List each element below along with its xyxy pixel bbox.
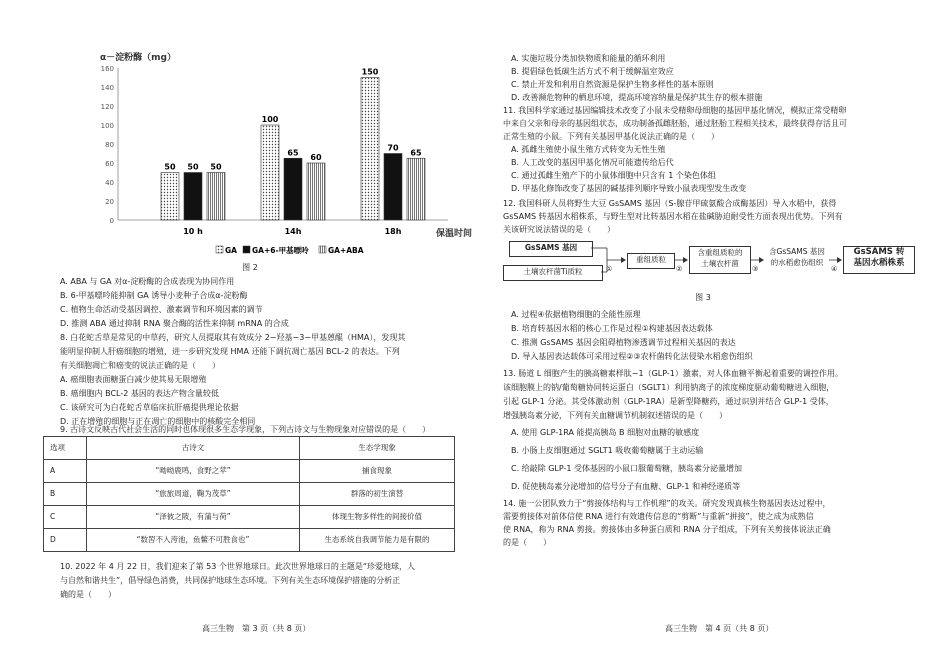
figure-3-flowchart: [503, 241, 923, 291]
bar-value-label: 60: [310, 153, 322, 162]
y-tick-label: 0: [109, 217, 114, 225]
bar-2-2: [407, 158, 425, 220]
bar-value-label: 65: [287, 148, 299, 158]
q13-line-2: 该细胞膜上的钠/葡萄糖协同转运蛋白（SGLT1）利用钠离子的浓度梯度驱动葡萄糖进入细胞，: [503, 383, 835, 392]
q14-line-4: 的是（ ）: [503, 538, 551, 547]
table-cell: “数罟不入洿池，鱼鳖不可胜食也”: [87, 529, 300, 552]
x-tick-label: 18h: [384, 227, 402, 236]
table-cell: C: [44, 506, 87, 529]
q11-option-a: A. 孤雌生殖使小鼠生殖方式转变为无性生殖: [511, 145, 666, 154]
q12-option-b: B. 培育转基因水稻的核心工作是过程①构建基因表达载体: [511, 324, 713, 333]
y-axis-label: α－淀粉酶（mg）: [100, 53, 177, 63]
bar-chart: [88, 50, 478, 260]
callus-line-1: 含GsSAMS 基因: [769, 247, 825, 256]
bar-0-1: [261, 125, 279, 220]
q10-option-c: C. 禁止开发和利用自然资源是保护生物多样性的基本原则: [511, 80, 714, 89]
table-header: 古诗文: [87, 437, 300, 460]
figure-2-caption: 图 2: [242, 263, 258, 272]
y-tick-label: 100: [100, 122, 114, 130]
legend-swatch: [319, 246, 326, 253]
chart-legend: [216, 245, 364, 255]
transgenic-line-2: 基因水稻株系: [853, 258, 905, 268]
q13-option-d: D. 促使胰岛素分泌增加的信号分子有血糖、GLP-1 和神经递质等: [511, 482, 741, 491]
q14-line-2: 需要剪接体对前体信使 RNA 进行有效遗传信息的“剪断”与重新“拼接”，使之成为成熟信: [503, 512, 814, 521]
q12-line-1: 12. 我国科研人员将野生大豆 GsSAMS 基因（S-腺苷甲硫氨酸合成酶基因）导入水稻中，获得: [503, 199, 837, 208]
table-cell: “呦呦鹿鸣，食野之苹”: [87, 460, 300, 483]
q8-line-2: 能明显抑制人肝癌细胞的增殖，进一步研究发现 HMA 还能下调抗凋亡基因 BCL-2 的表达。下列: [60, 347, 400, 356]
step-2-marker: ②: [676, 265, 683, 273]
q12-option-c: C. 推测 GsSAMS 基因会阻碍植物渗透调节过程相关基因的表达: [511, 338, 736, 347]
step-3-marker: ③: [752, 265, 759, 273]
table-row: [44, 506, 455, 529]
legend-label: GA: [225, 246, 237, 255]
agrobacterium-box: [689, 246, 751, 274]
table-row: [44, 529, 455, 552]
ti-plasmid-box: 土壤农杆菌Ti质粒: [503, 265, 603, 281]
q8-line-3: 有关细胞凋亡和癌变的说法正确的是（ ）: [60, 361, 220, 370]
bar-value-label: 50: [210, 162, 222, 172]
y-tick-label: 80: [105, 141, 114, 149]
agrobacterium-line-2: 土壤农杆菌: [701, 259, 739, 268]
q8-option-c: C. 该研究可为白花蛇舌草临床抗肝癌提供理论依据: [60, 403, 239, 412]
q14-line-3: 使 RNA，称为 RNA 剪接。剪接体由多种蛋白质和 RNA 分子组成，下列有关剪接体说法正确: [503, 525, 831, 534]
q8-option-b: B. 癌细胞内 BCL-2 基因的表达产物含量较低: [60, 389, 219, 398]
q10-option-d: D. 改善濒危物种的栖息环境，提高环境容纳量是保护其生存的根本措施: [511, 93, 763, 102]
legend-swatch: [216, 246, 223, 253]
q13-line-3: 引起 GLP-1 分泌。其受体激动剂（GLP-1RA）是新型降糖药，通过识别并结合 GLP-1 受体，: [503, 397, 834, 406]
bar-1-2: [384, 154, 402, 221]
q13-option-a: A. 使用 GLP-1RA 能提高胰岛 B 细胞对血糖的敏感度: [511, 428, 700, 437]
transgenic-rice-box: [843, 246, 915, 274]
bar-value-label: 150: [361, 67, 379, 77]
bar-value-label: 50: [164, 162, 176, 172]
y-tick-label: 60: [105, 160, 114, 168]
gssams-gene-box: GsSAMS 基因: [509, 241, 593, 257]
transgenic-line-1: GsSAMS 转: [853, 247, 905, 257]
q10-line-2: 与自然和谐共生”，倡导绿色消费，共同保护地球生态环境。下列有关生态环境保护措施的分析正: [60, 576, 401, 585]
q12-option-a: A. 过程④依据植物细胞的全能性原理: [511, 310, 641, 319]
x-tick-label: 10 h: [183, 227, 203, 236]
y-tick-label: 140: [100, 84, 114, 92]
y-tick-label: 160: [100, 65, 114, 73]
q13-line-4: 增强胰岛素分泌，下列有关血糖调节机制叙述错误的是（ ）: [503, 411, 727, 420]
q8-line-1: 8. 白花蛇舌草是常见的中草药，研究人员提取其有效成分 2−羟基−3−甲基蒽醌（HMA），发现其: [60, 333, 406, 342]
q12-option-d: D. 导入基因表达载体可采用过程②③农杆菌转化法侵染水稻愈伤组织: [511, 352, 753, 361]
legend-swatch: [243, 246, 250, 253]
q8-option-a: A. 癌细胞表面糖蛋白减少使其易无限增殖: [60, 375, 207, 384]
q9-stem: 9. 古诗文反映古代社会生活的同时也体现很多生态学现象，下列古诗文与生物现象对应错误的是（ ）: [60, 425, 431, 434]
q7-option-b: B. 6-甲基嘌呤能抑制 GA 诱导小麦种子合成α-淀粉酶: [60, 291, 248, 300]
q13-option-b: B. 小肠上皮细胞通过 SGLT1 吸收葡萄糖属于主动运输: [511, 446, 704, 455]
bar-1-0: [184, 173, 202, 221]
table-cell: “泽彼之陂，有蒲与荷”: [87, 506, 300, 529]
table-header: 生态学现象: [300, 437, 455, 460]
bar-value-label: 100: [261, 115, 279, 124]
q8-option-d: D. 正在增殖的细胞与正在凋亡的细胞中的核酸完全相同: [60, 417, 256, 426]
x-axis-label: 保温时间: [436, 229, 473, 239]
q11-option-b: B. 人工改变的基因甲基化情况可能遗传给后代: [511, 158, 674, 167]
bar-value-label: 65: [410, 148, 422, 158]
y-tick-label: 20: [105, 198, 114, 206]
callus-box: [765, 246, 829, 272]
left-page-footer: 高三生物 第 3 页（共 8 页）: [202, 624, 311, 633]
table-row: [44, 483, 455, 506]
poem-table: [43, 436, 455, 552]
bar-2-0: [207, 173, 225, 221]
table-cell: 群落的初生演替: [300, 483, 455, 506]
table-cell: B: [44, 483, 87, 506]
q13-line-1: 13. 肠道 L 细胞产生的胰高糖素样肽−1（GLP-1）激素，对人体血糖平衡起着重要的调控作用。: [503, 369, 843, 378]
q13-option-c: C. 给敲除 GLP-1 受体基因的小鼠口服葡萄糖，胰岛素分泌量增加: [511, 464, 743, 473]
table-header-row: [44, 437, 455, 460]
q11-line-2: 中来自父亲和母亲的基因组状态，成功制备孤雌胚胎，通过胚胎工程相关技术，最终获得存活且可: [503, 119, 847, 128]
y-tick-label: 120: [100, 103, 114, 111]
bar-0-0: [161, 173, 179, 221]
table-cell: 生态系统自我调节能力是有限的: [300, 529, 455, 552]
q10-option-a: A. 实施垃圾分类加快物质和能量的循环利用: [511, 54, 666, 63]
q11-option-d: D. 甲基化修饰改变了基因的碱基排列顺序导致小鼠表现型发生改变: [511, 184, 747, 193]
bar-value-label: 70: [387, 143, 399, 153]
x-tick-label: 14h: [284, 227, 302, 236]
table-row: [44, 460, 455, 483]
step-1-marker: ①: [606, 265, 613, 273]
table-cell: 捕食现象: [300, 460, 455, 483]
legend-label: GA+ABA: [328, 246, 364, 255]
q12-line-3: 关该研究说法错误的是（ ）: [503, 225, 615, 234]
bar-1-1: [284, 158, 302, 220]
y-tick-label: 40: [105, 179, 114, 187]
q10-line-1: 10. 2022 年 4 月 22 日，我们迎来了第 53 个世界地球日。此次世界地球日的主题是“珍爱地球，人: [60, 562, 416, 571]
q14-line-1: 14. 施一公团队致力于“剪接体结构与工作机理”的攻关。研究发现真核生物基因表达过程中，: [503, 499, 831, 508]
callus-line-2: 的水稻愈伤组织: [770, 258, 824, 267]
bars: [161, 68, 425, 221]
right-page-footer: 高三生物 第 4 页（共 8 页）: [665, 624, 774, 633]
q11-line-3: 正常生殖的小鼠。下列有关基因甲基化说法正确的是（ ）: [503, 132, 719, 141]
step-4-marker: ④: [831, 265, 838, 273]
x-ticks: [183, 227, 402, 236]
agrobacterium-line-1: 含重组质粒的: [697, 248, 743, 257]
bar-2-1: [307, 163, 325, 220]
table-cell: D: [44, 529, 87, 552]
q7-option-c: C. 植物生命活动受基因调控、激素调节和环境因素的调节: [60, 305, 263, 314]
table-cell: A: [44, 460, 87, 483]
q7-option-d: D. 推测 ABA 通过抑制 RNA 聚合酶的活性来抑制 mRNA 的合成: [60, 319, 289, 328]
q11-line-1: 11. 我国科学家通过基因编辑技术改变了小鼠未受精卵母细胞的基因甲基化情况，模拟正常受精卵: [503, 106, 847, 115]
q10-option-b: B. 提倡绿色低碳生活方式不利于缓解温室效应: [511, 67, 674, 76]
q11-option-c: C. 通过孤雌生殖产下的小鼠体细胞中只含有 1 个染色体组: [511, 171, 716, 180]
q7-option-a: A. ABA 与 GA 对α-淀粉酶的合成表现为协同作用: [60, 277, 235, 286]
bar-value-label: 50: [187, 162, 199, 172]
figure-3-caption: 图 3: [695, 293, 711, 302]
legend-label: GA+6-甲基嘌呤: [252, 246, 309, 255]
bar-0-2: [361, 78, 379, 221]
recombinant-plasmid-box: 重组质粒: [627, 253, 675, 269]
y-ticks: [101, 65, 114, 225]
q12-line-2: GsSAMS 转基因水稻株系，与野生型对比转基因水稻在盐碱胁迫耐受性方面表现出优势。下列有: [503, 212, 843, 221]
table-header: 选项: [44, 437, 87, 460]
q10-line-3: 确的是（ ）: [60, 590, 116, 599]
table-cell: 体现生物多样性的间接价值: [300, 506, 455, 529]
table-cell: “旅旅周道，鞠为茂草”: [87, 483, 300, 506]
